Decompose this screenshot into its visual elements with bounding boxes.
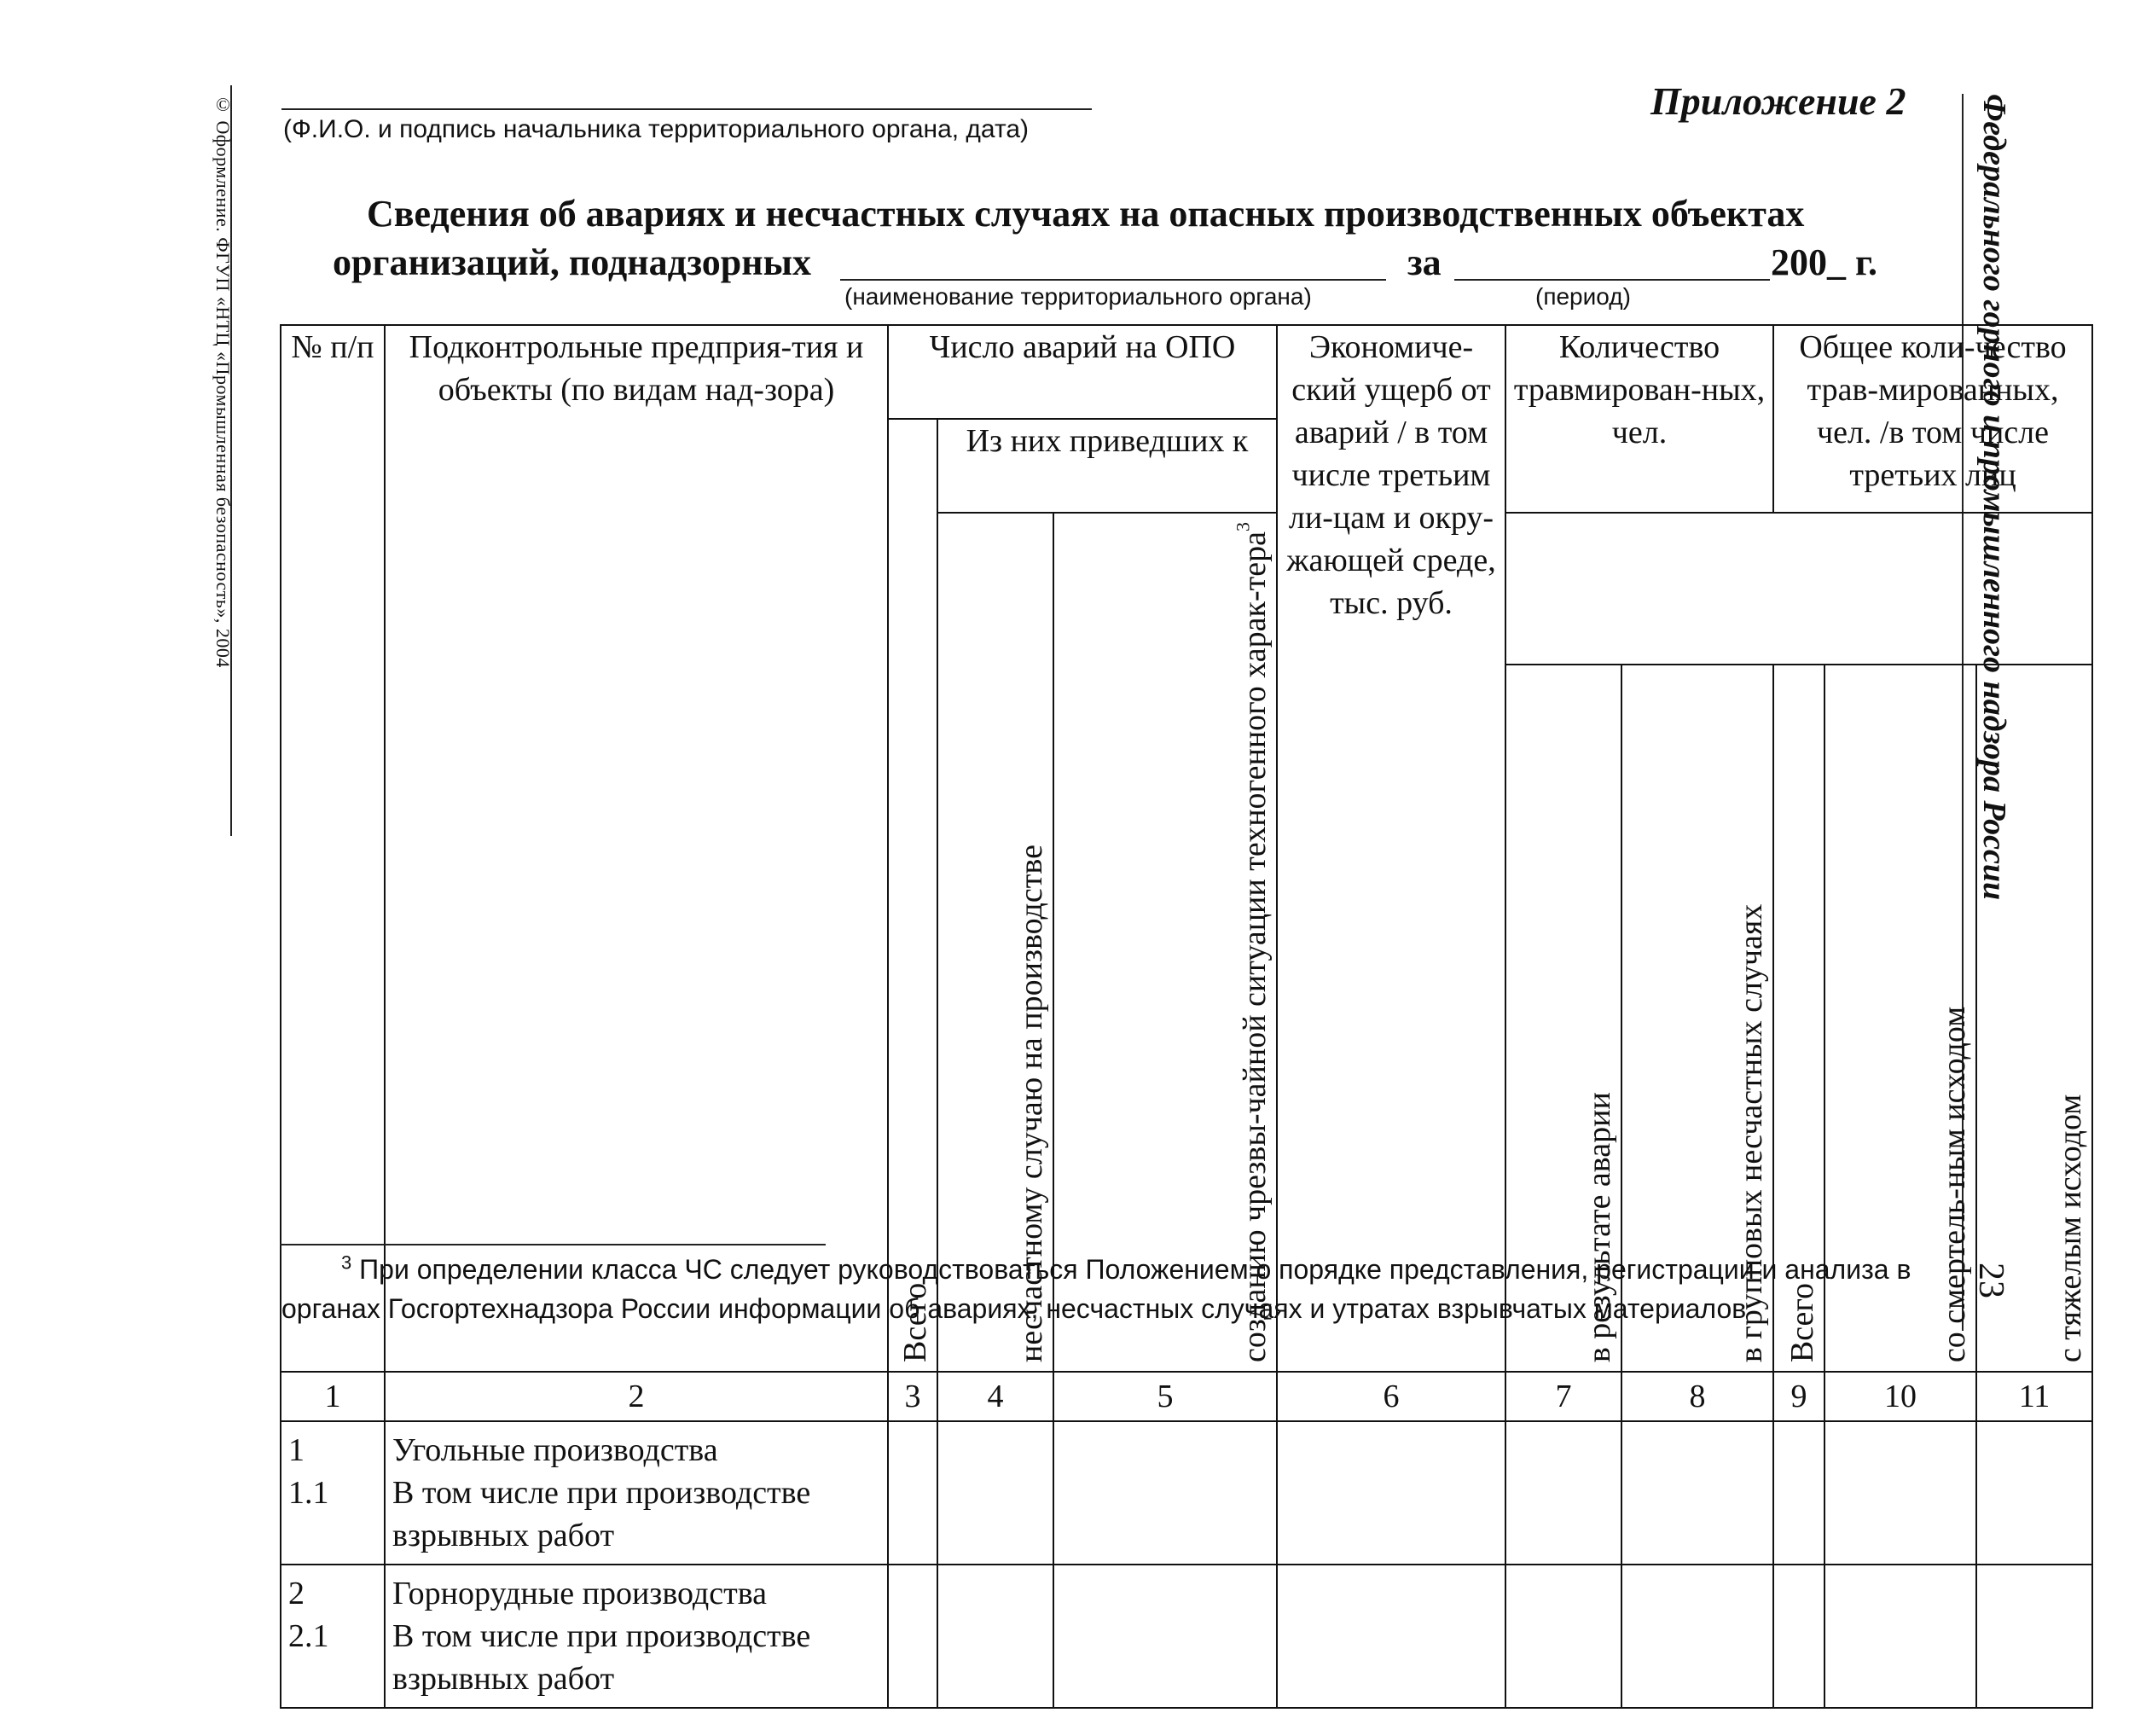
col-num: 8 [1621,1372,1773,1421]
appendix-label: Приложение 2 [1650,79,1906,123]
table-cell[interactable] [1824,1565,1976,1708]
header-total-injured: Общее коли-чество трав-мированных, чел. /в том числе третьих лиц [1773,325,2092,513]
column-numbers-row [281,1372,2092,1421]
org-name-field [840,279,1386,281]
header-damage: Экономиче-ский ущерб от аварий / в том числе третьим ли-цам и окру-жающей среде, тыс. руб. [1277,325,1505,1372]
table-cell[interactable] [1773,1421,1824,1565]
table-cell[interactable] [1976,1565,2092,1708]
header-injured-count: Количество травмирован-ных, чел. [1505,325,1773,513]
header-injured-result: в результате аварии [1505,665,1621,1372]
copyright-text: © Оформление. ФГУП «НТЦ «Промышленная безопасность», 2004 [212,94,234,668]
org-name-caption: (наименование территориального органа) [844,283,1312,310]
col-num: 5 [1053,1372,1277,1421]
row-title: Угольные производства В том числе при производстве взрывных работ [385,1421,888,1565]
col-num: 6 [1277,1372,1505,1421]
header-enterprises: Подконтрольные предприя-тия и объекты (по видам над-зора) [385,325,888,1372]
header-of-them: Из них приведших к [937,419,1277,513]
row-title: Горнорудные производства В том числе при производстве взрывных работ [385,1565,888,1708]
header-to-emergency: созданию чрезвы-чайной ситуации техногенного харак-тера$^3$ [1053,513,1277,1372]
document-title-line1: Сведения об авариях и несчастных случаях на опасных производственных объектах [367,193,1805,235]
table-cell[interactable] [1277,1421,1505,1565]
col-num: 4 [937,1372,1053,1421]
signature-line [281,108,1092,110]
table-cell[interactable] [1505,1565,1621,1708]
footnote-rule [280,1244,826,1245]
accidents-table [280,324,2093,1709]
header-ti-fatal: со смертель-ным исходом [1824,665,1976,1372]
table-row [281,1421,2092,1565]
table-cell[interactable] [1824,1421,1976,1565]
table-cell[interactable] [888,1565,937,1708]
table-cell[interactable] [1621,1565,1773,1708]
col-num: 1 [281,1372,385,1421]
footnote [281,1250,1953,1328]
col-num: 7 [1505,1372,1621,1421]
col-num: 3 [888,1372,937,1421]
col-num: 9 [1773,1372,1824,1421]
col-num: 10 [1824,1372,1976,1421]
table-cell[interactable] [888,1421,937,1565]
header-accidents: Число аварий на ОПО [888,325,1277,419]
footnote-text: При определении класса ЧС следует руководствоваться Положением о порядке представления, регистрации и анализа в органах Госгортехнадзора России информации об авариях, несчастных случаях и утратах взрывчатых материалов [281,1254,1911,1324]
table-cell[interactable] [1053,1421,1277,1565]
running-title: Федерального горного и промышленного надзора России [1976,94,2012,901]
table-cell[interactable] [937,1565,1053,1708]
table-cell[interactable] [1053,1565,1277,1708]
col-num: 11 [1976,1372,2092,1421]
table-cell[interactable] [1976,1421,2092,1565]
footnote-marker: 3 [341,1251,352,1274]
row-number: 2 2.1 [281,1565,385,1708]
table-cell[interactable] [937,1421,1053,1565]
table-cell[interactable] [1505,1421,1621,1565]
table-cell[interactable] [1773,1565,1824,1708]
header-no: № п/п [281,325,385,1372]
header-injured-group: в групповых несчастных случаях [1621,665,1773,1372]
col-num: 2 [385,1372,888,1421]
period-field [1454,279,1770,281]
header-total: Всего [888,419,937,1372]
document-title-line2: организаций, поднадзорных [333,241,811,283]
title-year: 200_ г. [1771,241,1878,283]
page-number: 23 [1971,1263,2010,1298]
table-cell[interactable] [1277,1565,1505,1708]
signature-caption: (Ф.И.О. и подпись начальника территориального органа, дата) [283,115,1030,143]
header-to-accident: несчастному случаю на производстве [937,513,1053,1372]
period-caption: (период) [1535,283,1631,310]
table-cell[interactable] [1621,1421,1773,1565]
header-ti-severe: с тяжелым исходом [1976,665,2092,1372]
title-za: за [1407,241,1442,283]
header-ti-total: Всего [1773,665,1824,1372]
header-spacer [1505,513,2092,665]
table-row [281,1565,2092,1708]
row-number: 1 1.1 [281,1421,385,1565]
